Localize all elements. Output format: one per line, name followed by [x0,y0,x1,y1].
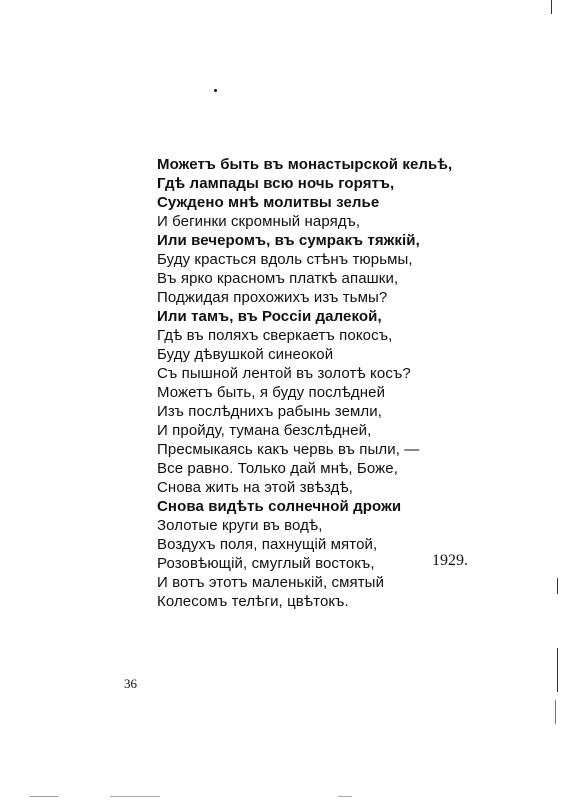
poem-line: И вотъ этотъ маленькій, смятый [157,574,385,591]
poem-line: Буду красться вдоль стѣнъ тюрьмы, [157,251,413,268]
poem-line: Золотые круги въ водѣ, [157,517,323,534]
scan-edge-mark [30,796,58,797]
poem-date: 1929. [432,552,468,569]
poem-line: Можетъ быть въ монастырской кельѣ, [157,156,453,173]
scan-edge-mark [110,796,160,797]
poem-line: Гдѣ въ поляхъ сверкаетъ покосъ, [157,327,393,344]
scan-edge-mark [551,0,552,14]
poem-line: Все равно. Только дай мнѣ, Боже, [157,460,398,477]
poem-line: Снова жить на этой звѣздѣ, [157,479,354,496]
scan-edge-mark [557,648,558,692]
poem-line: Въ ярко красномъ платкѣ апашки, [157,270,399,287]
poem-line: Суждено мнѣ молитвы зелье [157,194,380,211]
poem-line: Воздухъ поля, пахнущій мятой, [157,536,378,553]
poem-line: Пресмыкаясь какъ червь въ пыли, — [157,441,420,458]
poem-line: Съ пышной лентой въ золотѣ косъ? [157,365,411,382]
poem-line: Розовѣющій, смуглый востокъ, [157,555,375,572]
poem-line: Буду дѣвушкой синеокой [157,346,334,363]
poem-line: Колесомъ телѣги, цвѣтокъ. [157,593,349,610]
scan-edge-mark [555,700,556,724]
poem-line: Поджидая прохожихъ изъ тьмы? [157,289,388,306]
poem [157,155,477,611]
poem-line: Гдѣ лампады всю ночь горятъ, [157,175,395,192]
poem-line: Изъ послѣднихъ рабынь земли, [157,403,383,420]
poem-line: Или вечеромъ, въ сумракъ тяжкій, [157,232,420,249]
scan-edge-mark [557,578,558,594]
poem-line: Или тамъ, въ Россіи далекой, [157,308,382,325]
poem-line: Снова видѣть солнечной дрожи [157,498,402,515]
poem-line: И пройду, тумана безслѣдней, [157,422,372,439]
scan-edge-mark [338,796,352,797]
ornament-dot [214,89,217,92]
poem-line: И бегинки скромный нарядъ, [157,213,361,230]
page-number: 36 [124,676,137,691]
poem-line: Можетъ быть, я буду послѣдней [157,384,386,401]
